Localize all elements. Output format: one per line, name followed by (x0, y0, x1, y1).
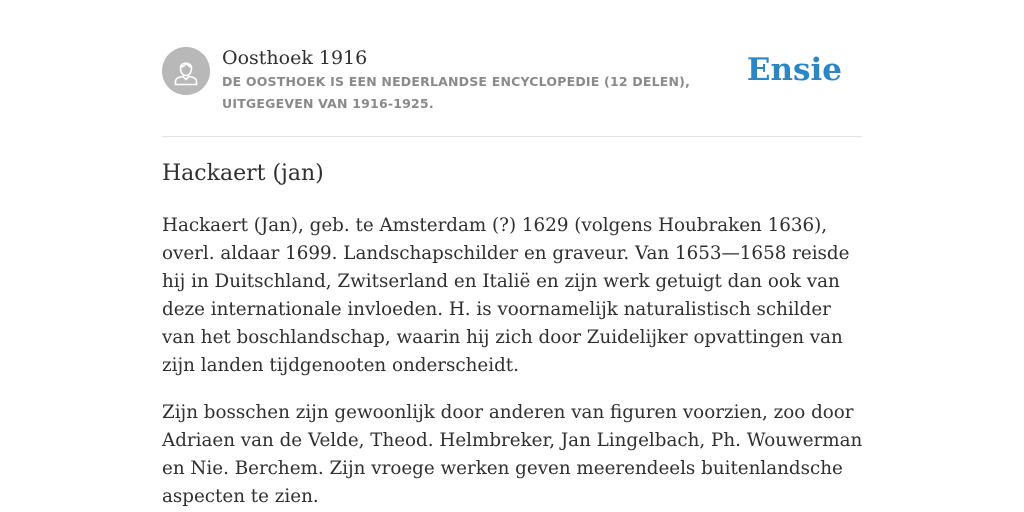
source-header (162, 46, 862, 137)
ensie-logo[interactable]: Ensie (746, 52, 842, 88)
source-title[interactable]: Oosthoek 1916 (222, 47, 368, 69)
user-icon[interactable] (162, 47, 210, 95)
article-title: Hackaert (jan) (162, 161, 324, 186)
source-description: DE OOSTHOEK IS EEN NEDERLANDSE ENCYCLOPEDIE (12 DELEN), UITGEGEVEN VAN 1916-1925. (222, 74, 691, 111)
article-body (162, 212, 868, 512)
article-paragraph: Hackaert (Jan), geb. te Amsterdam (?) 1629 (volgens Houbraken 1636), overl. aldaar 1699. Landschapschilder en graveur. Van 1653—1658 reisde hij in Duitschland, Zwitserland en Italië en zijn werk getuigt dan ook van deze internationale invloeden. H. is voornamelijk naturalistisch schilder van het boschlandschap, waarin hij zich door Zuidelijker opvattingen van zijn landen tijdgenooten onderscheidt. (162, 215, 850, 376)
article-paragraph: Zijn bosschen zijn gewoonlijk door anderen van figuren voorzien, zoo door Adriaen van de Velde, Theod. Helmbreker, Jan Lingelbach, Ph. Wouwerman en Nie. Berchem. Zijn vroege werken geven meerendeels buitenlandsche aspecten te zien. (162, 402, 863, 507)
